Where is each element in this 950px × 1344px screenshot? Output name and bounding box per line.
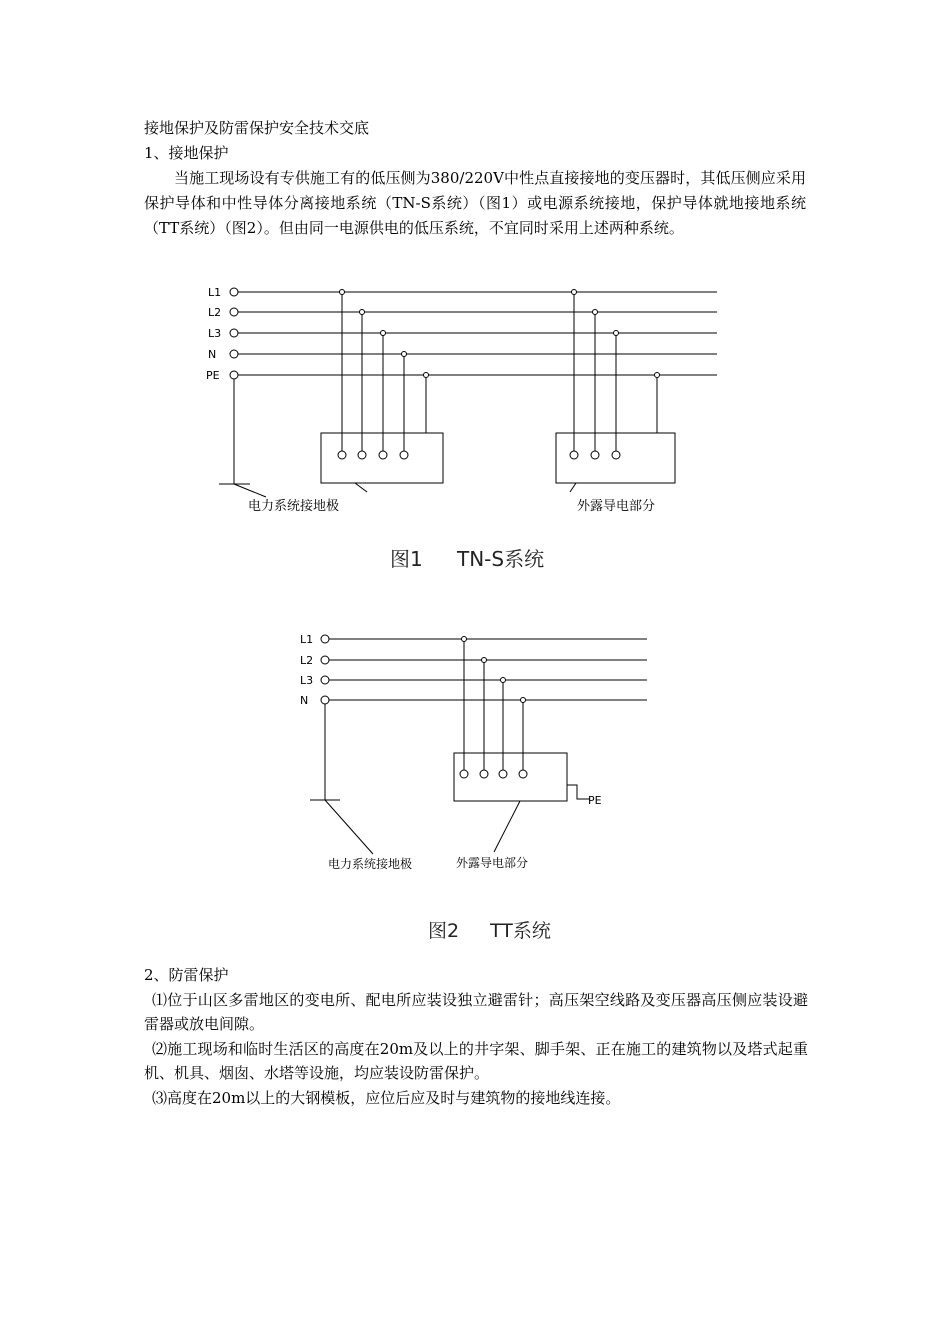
fig2-ground-electrode-label: 电力系统接地极 bbox=[328, 857, 413, 871]
fig1-wire-label: PE bbox=[206, 369, 220, 382]
lightning-item: ⑵施工现场和临时生活区的高度在20m及以上的井字架、脚手架、正在施工的建筑物以及塔式起重机、机具、烟囱、水塔等设施，均应装设防雷保护。 bbox=[144, 1040, 808, 1082]
fig2-pe-label: PE bbox=[588, 794, 602, 807]
section-1-heading: 1、接地保护 bbox=[144, 144, 229, 162]
fig1-wire-label: L1 bbox=[208, 286, 222, 299]
fig1-exposed-part-label: 外露导电部分 bbox=[577, 499, 656, 514]
figure-2-tt-diagram bbox=[310, 635, 647, 854]
fig2-wire-label: L3 bbox=[300, 674, 314, 687]
fig2-wire-label: L1 bbox=[300, 633, 314, 646]
fig1-wire-label: L2 bbox=[208, 306, 222, 319]
section-1-paragraph: 当施工现场设有专供施工有的低压侧为380/220V中性点直接接地的变压器时，其低压侧应采用保护导体和中性导体分离接地系统（TN-S系统）（图1）或电源系统接地，保护导体就地接地系统（TT系统）（图2）。但由同一电源供电的低压系统，不宜同时采用上述两种系统。 bbox=[144, 169, 806, 237]
fig1-wire-label: N bbox=[208, 348, 217, 361]
lightning-item: ⑴位于山区多雷地区的变电所、配电所应装设独立避雷针；高压架空线路及变压器高压侧应装设避雷器或放电间隙。 bbox=[144, 991, 808, 1033]
fig2-wire-label: L2 bbox=[300, 654, 314, 667]
figure-1-tn-s-diagram bbox=[219, 288, 717, 497]
fig1-caption-number: 图1 bbox=[390, 547, 423, 571]
fig2-exposed-part-label: 外露导电部分 bbox=[456, 856, 529, 870]
fig1-wire-label: L3 bbox=[208, 327, 222, 340]
fig1-caption-text: TN-S系统 bbox=[457, 547, 545, 571]
fig2-caption-number: 图2 bbox=[428, 920, 460, 942]
document-title: 接地保护及防雷保护安全技术交底 bbox=[144, 119, 370, 137]
lightning-item: ⑶高度在20m以上的大钢模板，应位后应及时与建筑物的接地线连接。 bbox=[152, 1089, 621, 1107]
fig2-wire-label: N bbox=[300, 694, 309, 707]
figure-1-labels bbox=[206, 286, 655, 571]
fig2-caption-text: TT系统 bbox=[490, 920, 551, 942]
figure-2-labels bbox=[300, 633, 602, 942]
section-2-heading: 2、防雷保护 bbox=[144, 966, 229, 984]
fig1-ground-electrode-label: 电力系统接地极 bbox=[248, 499, 340, 514]
